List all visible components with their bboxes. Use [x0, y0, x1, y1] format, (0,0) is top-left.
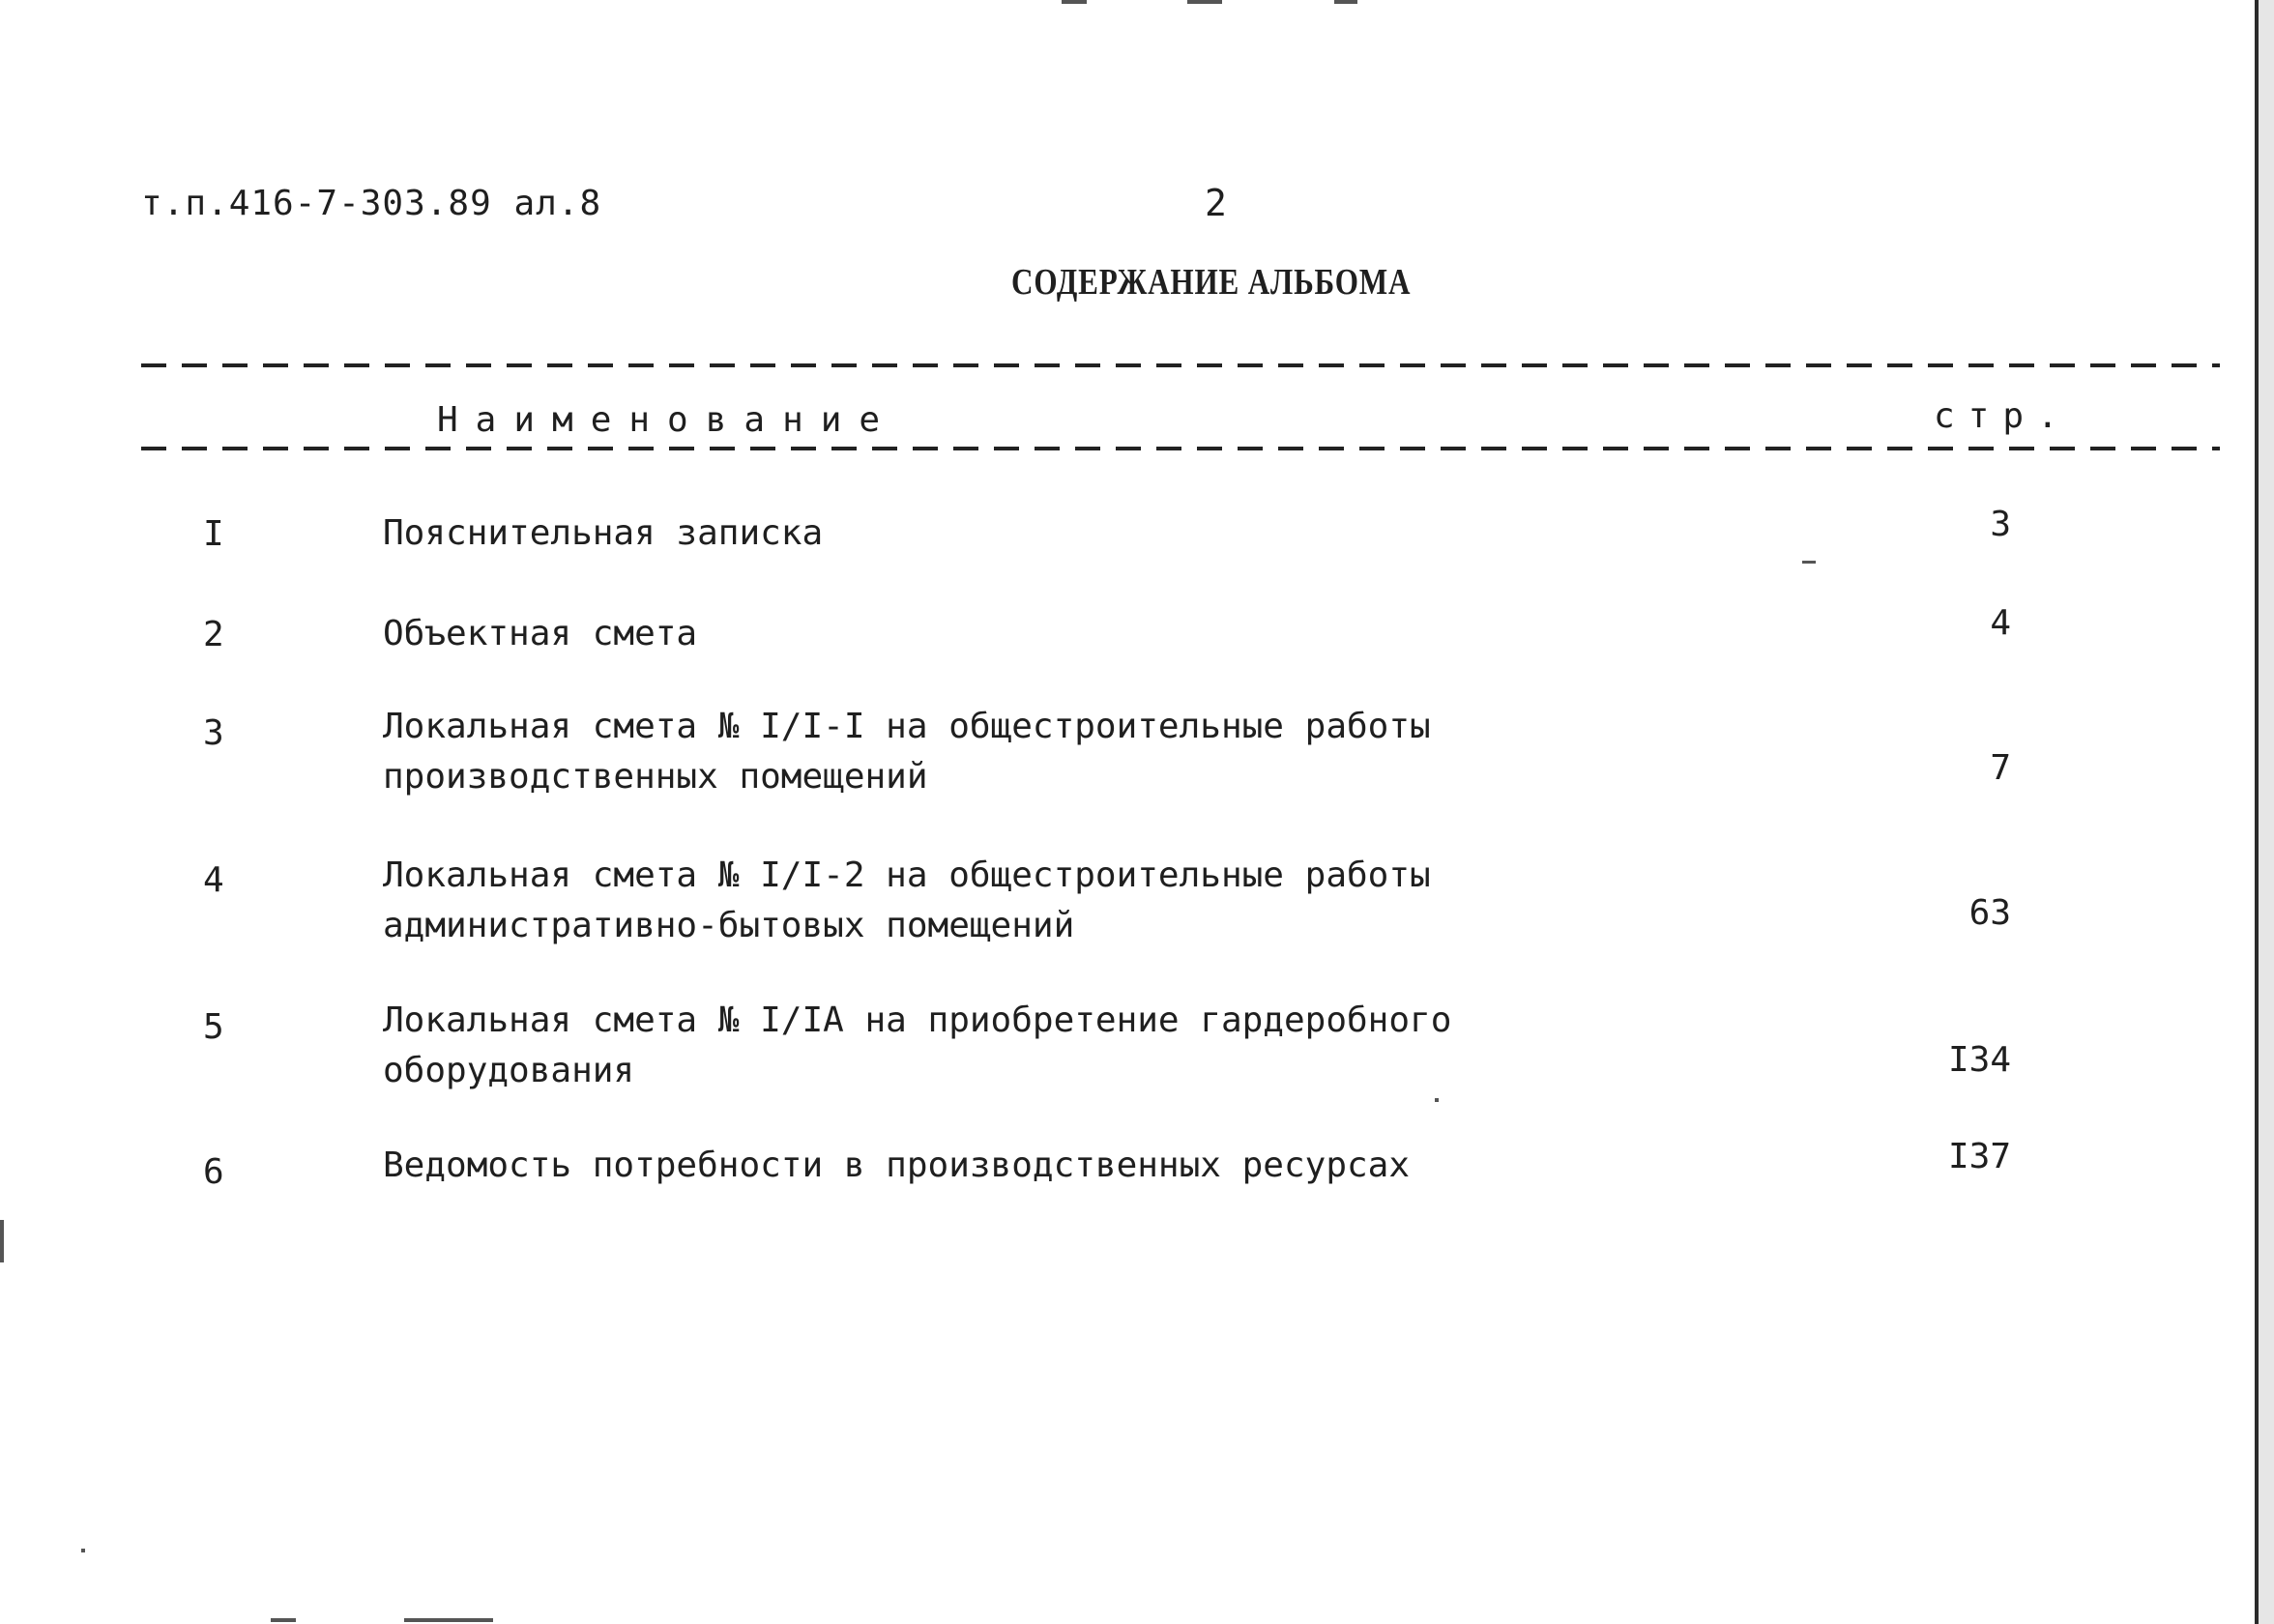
row-name: Локальная смета № I/I-I на общестроительные работы производственных помещений	[383, 707, 1431, 797]
column-header-name: Наименование	[437, 400, 898, 440]
scan-speck	[271, 1618, 296, 1622]
scan-speck	[0, 1220, 4, 1262]
scan-speck	[1334, 0, 1357, 4]
row-number: 6	[203, 1152, 224, 1192]
row-page: 4	[1990, 603, 2011, 643]
page-number: 2	[1205, 182, 1227, 224]
scan-speck	[81, 1549, 85, 1552]
row-number: 2	[203, 615, 224, 654]
row-number: 4	[203, 860, 224, 900]
row-page: 3	[1990, 505, 2011, 544]
scan-speck	[1435, 1098, 1439, 1102]
row-name: Локальная смета № I/I-2 на общестроительные работы административно-бытовых помещений	[383, 856, 1431, 945]
row-page: 63	[1968, 893, 2011, 933]
row-page: 7	[1990, 748, 2011, 788]
row-number: 3	[203, 713, 224, 753]
scan-speck	[1062, 0, 1087, 4]
page-edge	[2255, 0, 2274, 1624]
table-header-bottom-rule	[141, 447, 2220, 450]
row-name: Объектная смета	[383, 614, 698, 653]
document-code: т.п.416-7-303.89 ал.8	[141, 184, 602, 223]
scan-speck	[1187, 0, 1222, 4]
table-header-top-rule	[141, 363, 2220, 367]
column-header-page: стр.	[1934, 396, 2072, 436]
scan-speck	[1802, 561, 1816, 564]
scan-speck	[404, 1618, 493, 1622]
row-number: 5	[203, 1007, 224, 1047]
row-page: I34	[1947, 1040, 2011, 1080]
row-name: Пояснительная записка	[383, 513, 824, 553]
row-page: I37	[1947, 1137, 2011, 1176]
row-name: Локальная смета № I/IA на приобретение гардеробного оборудования	[383, 1000, 1452, 1090]
page-title: СОДЕРЖАНИЕ АЛЬБОМА	[1011, 262, 1412, 303]
row-number: I	[203, 514, 224, 554]
row-name: Ведомость потребности в производственных ресурсах	[383, 1146, 1411, 1185]
